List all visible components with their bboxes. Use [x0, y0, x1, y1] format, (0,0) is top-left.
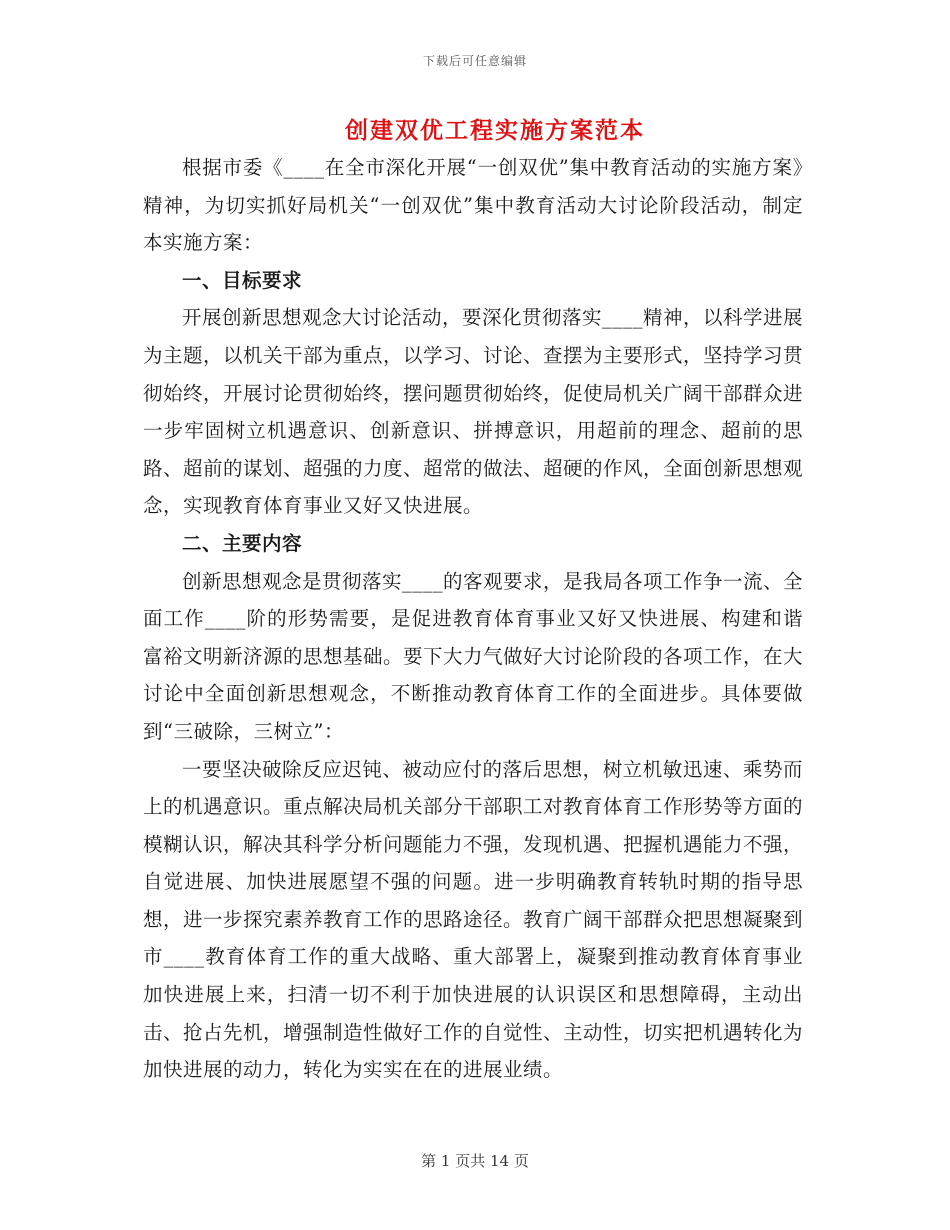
header-note: 下载后可任意编辑: [422, 54, 527, 68]
intro-paragraph: 根据市委《____在全市深化开展“一创双优”集中教育活动的实施方案》精神，为切实抓好局机关“一创双优”集中教育活动大讨论阶段活动，制定本实施方案：: [143, 156, 803, 255]
section-heading-content: 二、主要内容: [182, 531, 303, 555]
section-content-point-1: 一要坚决破除反应迟钝、被动应付的落后思想，树立机敏迅速、乘势而上的机遇意识。重点解决局机关部分干部职工对教育体育工作形势等方面的模糊认识，解决其科学分析问题能力不强，发现机遇、把握机遇能力不强，自觉进展、加快进展愿望不强的问题。进一步明确教育转轨时期的指导思想，进一步探究素养教育工作的思路途径。教育广阔干部群众把思想凝聚到市____教育体育工作的重大战略、重大部署上，凝聚到推动教育体育事业加快进展上来，扫清一切不利于加快进展的认识误区和思想障碍，主动出击、抢占先机，增强制造性做好工作的自觉性、主动性，切实把机遇转化为加快进展的动力，转化为实实在在的进展业绩。: [143, 757, 804, 1082]
document-title: 创建双优工程实施方案范本: [345, 117, 645, 144]
section-goals-paragraph: 开展创新思想观念大讨论活动，要深化贯彻落实____精神，以科学进展为主题，以机关干部为重点，以学习、讨论、查摆为主要形式，坚持学习贯彻始终，开展讨论贯彻始终，摆问题贯彻始终，促使局机关广阔干部群众进一步牢固树立机遇意识、创新意识、拼搏意识，用超前的理念、超前的思路、超前的谋划、超强的力度、超常的做法、超硬的作风，全面创新思想观念，实现教育体育事业又好又快进展。: [143, 306, 804, 518]
section-content-paragraph: 创新思想观念是贯彻落实____的客观要求，是我局各项工作争一流、全面工作____阶的形势需要，是促进教育体育事业又好又快进展、构建和谐富裕文明新济源的思想基础。要下大力气做好大讨论阶段的各项工作，在大讨论中全面创新思想观念，不断推动教育体育工作的全面进步。具体要做到“三破除，三树立”：: [143, 569, 804, 743]
section-heading-goals: 一、目标要求: [182, 268, 303, 292]
page-number-footer: 第 1 页共 14 页: [421, 1152, 529, 1170]
document-body: [143, 149, 803, 1089]
